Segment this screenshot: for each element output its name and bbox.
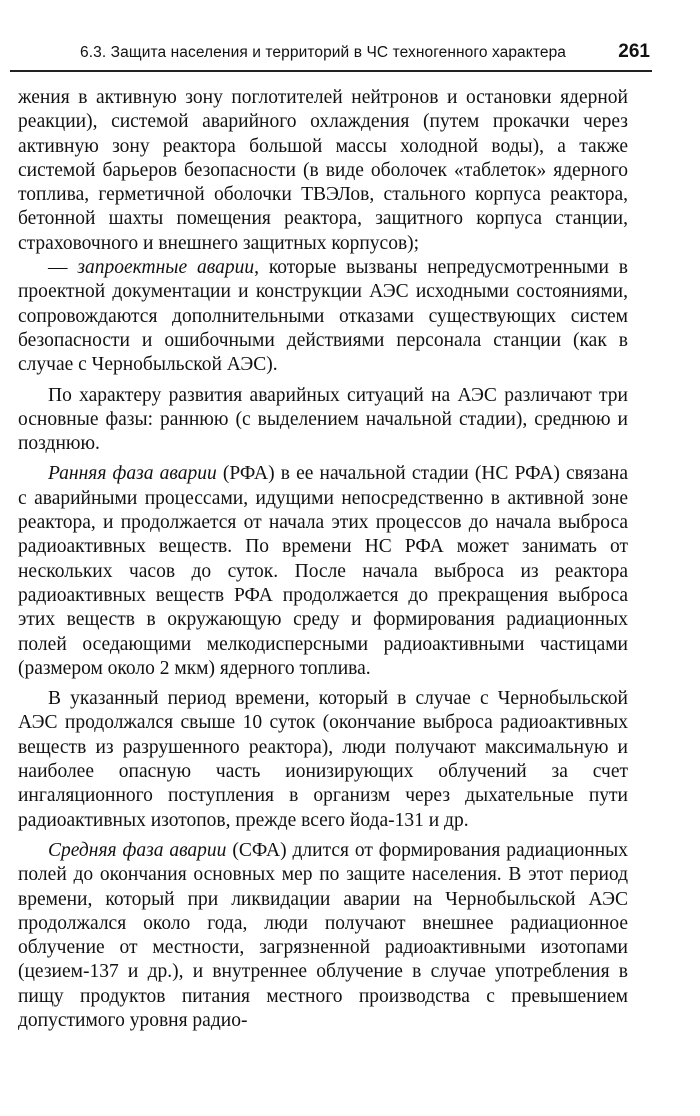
paragraph: По характеру развития аварийных ситуаций на АЭС различают три основные фазы: раннюю (с выделением начальной стадии), среднюю и позднюю. bbox=[18, 384, 628, 455]
paragraph: Ранняя фаза аварии (РФА) в ее начальной стадии (НС РФА) связана с аварийными процессами, идущими непосредственно в активной зоне реактора, и продолжается от начала этих процессов до начала выброса радиоактивных веществ. По времени НС РФА может занимать от нескольких часов до суток. После начала выброса из реактора радиоактивных веществ РФА продолжается до прекращения выброса этих веществ в окружающую среду и формирования радиационных полей оседающими мелкодисперсными радиоактивными частицами (размером около 2 мкм) ядерного топлива. bbox=[18, 463, 628, 679]
term: запроектные аварии bbox=[77, 257, 255, 279]
term: Ранняя фаза аварии bbox=[48, 463, 217, 485]
paragraph: Средняя фаза аварии (СФА) длится от формирования радиационных полей до окончания основных мер по защите населения. В этот период времени, который при ликвидации аварии на Чернобыльской АЭС продолжался около года, люди получают внешнее радиационное облучение от местности, загрязненной радиоактивными изотопами (цезием-137 и др.), и внутреннее облучение в случае употребления в пищу продуктов питания местного производства с превышением допустимого уровня радио- bbox=[18, 839, 628, 1031]
term: Средняя фаза аварии bbox=[48, 839, 227, 861]
running-header bbox=[10, 40, 652, 72]
paragraph: жения в активную зону поглотителей нейтронов и остановки ядерной реакции), системой аварийного охлаждения (путем прокачки через активную зону реактора большой массы холодной воды), а также системой барьеров безопасности (в виде оболочек «таблеток» ядерного топлива, герметичной оболочки ТВЭЛов, стального корпуса реактора, бетонной шахты помещения реактора, защитного корпуса станции, страховочного и внешнего защитных корпусов); bbox=[18, 87, 628, 254]
paragraph: — запроектные аварии, которые вызваны непредусмотренными в проектной документации и конструкции АЭС исходными состояниями, сопровождаются дополнительными отказами существующих систем безопасности и ошибочными действиями персонала станции (как в случае с Чернобыльской АЭС). bbox=[18, 257, 629, 376]
body-text bbox=[18, 86, 628, 1033]
paragraph: В указанный период времени, который в случае с Чернобыльской АЭС продолжался свыше 10 суток (окончание выброса радиоактивных веществ из разрушенного реактора), люди получают максимальную и наиболее опасную часть ионизирующих облучений за счет ингаляционного поступления в организм через дыхательные пути радиоактивных изотопов, прежде всего йода-131 и др. bbox=[18, 688, 628, 831]
page-number: 261 bbox=[618, 41, 650, 62]
section-title: 6.3. Защита населения и территорий в ЧС техногенного характера bbox=[80, 44, 567, 61]
